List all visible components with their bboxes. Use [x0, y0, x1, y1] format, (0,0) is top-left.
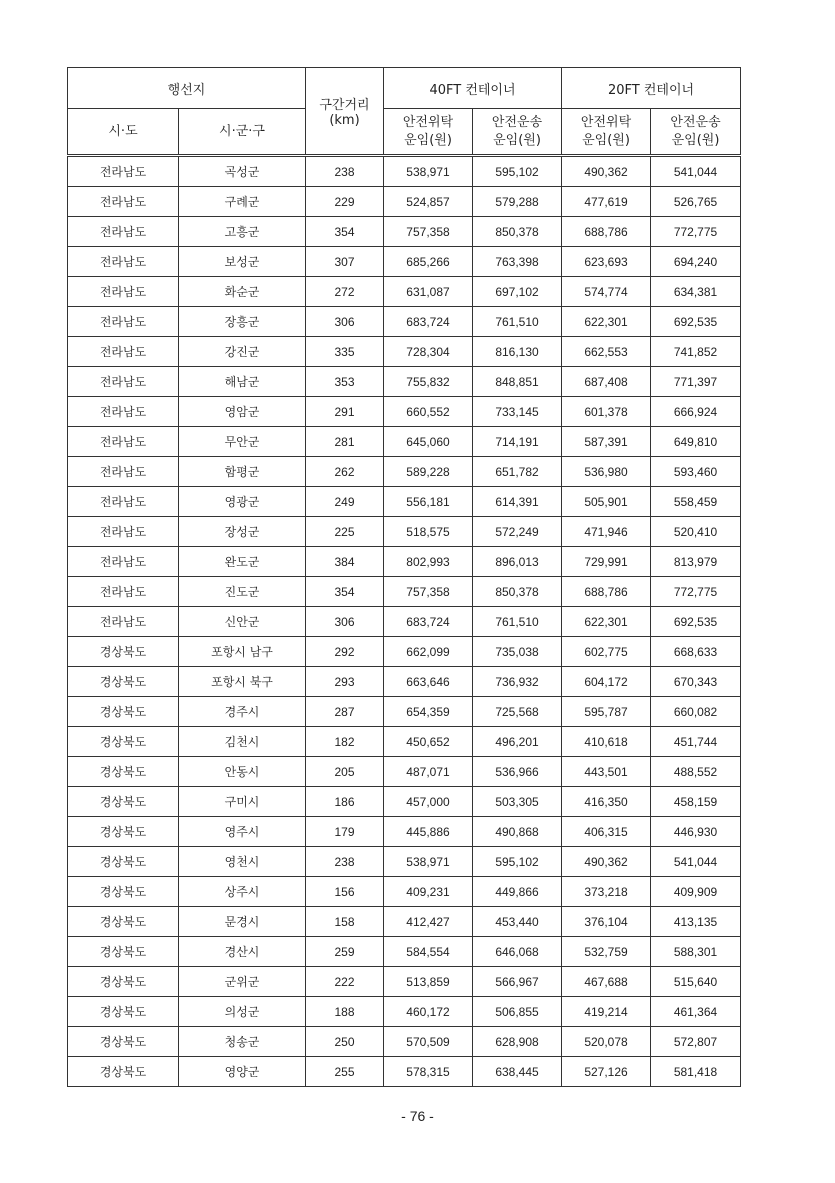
40ft-entrusted-cell: 538,971 [384, 847, 473, 877]
province-cell: 전라남도 [68, 577, 179, 607]
40ft-transport-cell: 725,568 [473, 697, 562, 727]
20ft-entrusted-cell: 688,786 [562, 217, 651, 247]
40ft-entrusted-header [384, 109, 473, 156]
20ft-transport-cell: 520,410 [651, 517, 741, 547]
40ft-entrusted-cell: 654,359 [384, 697, 473, 727]
20ft-transport-cell: 541,044 [651, 156, 741, 187]
province-cell: 전라남도 [68, 367, 179, 397]
table-row [68, 187, 741, 217]
table-row [68, 427, 741, 457]
distance-cell: 306 [306, 307, 384, 337]
province-cell: 전라남도 [68, 187, 179, 217]
province-cell: 전라남도 [68, 427, 179, 457]
40ft-transport-cell: 628,908 [473, 1027, 562, 1057]
table-row [68, 547, 741, 577]
20ft-transport-cell: 526,765 [651, 187, 741, 217]
city-cell: 문경시 [179, 907, 306, 937]
20ft-entrusted-cell: 443,501 [562, 757, 651, 787]
table-row [68, 247, 741, 277]
40ft-entrusted-cell: 538,971 [384, 156, 473, 187]
province-cell: 경상북도 [68, 847, 179, 877]
table-row [68, 397, 741, 427]
40ft-entrusted-cell: 445,886 [384, 817, 473, 847]
city-cell: 영암군 [179, 397, 306, 427]
40ft-transport-cell: 595,102 [473, 156, 562, 187]
distance-cell: 292 [306, 637, 384, 667]
city-cell: 군위군 [179, 967, 306, 997]
20ft-transport-cell: 446,930 [651, 817, 741, 847]
distance-cell: 250 [306, 1027, 384, 1057]
40ft-entrusted-cell: 570,509 [384, 1027, 473, 1057]
city-cell: 의성군 [179, 997, 306, 1027]
table-row [68, 637, 741, 667]
table-row [68, 877, 741, 907]
20ft-entrusted-cell: 376,104 [562, 907, 651, 937]
entrusted-unit: 운임(원) [404, 132, 452, 148]
province-cell: 경상북도 [68, 757, 179, 787]
40ft-transport-cell: 536,966 [473, 757, 562, 787]
20ft-entrusted-cell: 406,315 [562, 817, 651, 847]
40ft-entrusted-cell: 578,315 [384, 1057, 473, 1087]
40ft-entrusted-cell: 584,554 [384, 937, 473, 967]
province-cell: 경상북도 [68, 667, 179, 697]
city-cell: 보성군 [179, 247, 306, 277]
table-row [68, 907, 741, 937]
40ft-transport-cell: 646,068 [473, 937, 562, 967]
city-cell: 김천시 [179, 727, 306, 757]
40ft-transport-cell: 651,782 [473, 457, 562, 487]
entrusted-label: 안전위탁 [580, 114, 632, 130]
40ft-transport-cell: 733,145 [473, 397, 562, 427]
distance-cell: 354 [306, 217, 384, 247]
table-row [68, 577, 741, 607]
city-cell: 청송군 [179, 1027, 306, 1057]
40ft-transport-cell: 503,305 [473, 787, 562, 817]
province-cell: 경상북도 [68, 637, 179, 667]
40ft-entrusted-cell: 685,266 [384, 247, 473, 277]
table-header [68, 68, 741, 156]
city-cell: 포항시 남구 [179, 637, 306, 667]
20ft-entrusted-cell: 527,126 [562, 1057, 651, 1087]
20ft-entrusted-cell: 662,553 [562, 337, 651, 367]
20ft-transport-cell: 593,460 [651, 457, 741, 487]
city-cell: 경주시 [179, 697, 306, 727]
table-row [68, 307, 741, 337]
20ft-entrusted-cell: 532,759 [562, 937, 651, 967]
40ft-transport-cell: 579,288 [473, 187, 562, 217]
40ft-entrusted-cell: 487,071 [384, 757, 473, 787]
40ft-entrusted-cell: 556,181 [384, 487, 473, 517]
40ft-transport-cell: 896,013 [473, 547, 562, 577]
distance-cell: 287 [306, 697, 384, 727]
page-number: - 76 - [401, 1108, 434, 1124]
20ft-entrusted-cell: 373,218 [562, 877, 651, 907]
40ft-entrusted-cell: 645,060 [384, 427, 473, 457]
20ft-entrusted-cell: 623,693 [562, 247, 651, 277]
40ft-entrusted-cell: 460,172 [384, 997, 473, 1027]
20ft-transport-cell: 558,459 [651, 487, 741, 517]
city-cell: 포항시 북구 [179, 667, 306, 697]
table-row [68, 517, 741, 547]
province-cell: 경상북도 [68, 997, 179, 1027]
20ft-transport-cell: 670,343 [651, 667, 741, 697]
40ft-entrusted-cell: 409,231 [384, 877, 473, 907]
20ft-entrusted-cell: 490,362 [562, 156, 651, 187]
20ft-transport-cell: 413,135 [651, 907, 741, 937]
40ft-transport-cell: 449,866 [473, 877, 562, 907]
city-cell: 곡성군 [179, 156, 306, 187]
20ft-entrusted-cell: 520,078 [562, 1027, 651, 1057]
province-cell: 전라남도 [68, 607, 179, 637]
province-cell: 전라남도 [68, 247, 179, 277]
distance-cell: 225 [306, 517, 384, 547]
20ft-transport-cell: 692,535 [651, 307, 741, 337]
province-cell: 경상북도 [68, 907, 179, 937]
40ft-transport-cell: 714,191 [473, 427, 562, 457]
40ft-entrusted-cell: 663,646 [384, 667, 473, 697]
province-header: 시·도 [68, 109, 179, 156]
40ft-entrusted-cell: 518,575 [384, 517, 473, 547]
province-cell: 경상북도 [68, 727, 179, 757]
table-row [68, 937, 741, 967]
40ft-entrusted-cell: 662,099 [384, 637, 473, 667]
province-cell: 전라남도 [68, 307, 179, 337]
city-cell: 상주시 [179, 877, 306, 907]
table-row [68, 817, 741, 847]
distance-unit: (km) [329, 113, 360, 128]
province-cell: 전라남도 [68, 487, 179, 517]
20ft-transport-cell: 458,159 [651, 787, 741, 817]
city-cell: 경산시 [179, 937, 306, 967]
table-row [68, 337, 741, 367]
40ft-transport-cell: 453,440 [473, 907, 562, 937]
20ft-transport-cell: 588,301 [651, 937, 741, 967]
40ft-entrusted-cell: 457,000 [384, 787, 473, 817]
city-cell: 신안군 [179, 607, 306, 637]
city-cell: 화순군 [179, 277, 306, 307]
20ft-transport-cell: 666,924 [651, 397, 741, 427]
40ft-transport-cell: 572,249 [473, 517, 562, 547]
distance-header [306, 68, 384, 156]
container-20ft-header: 20FT 컨테이너 [562, 68, 741, 109]
province-cell: 전라남도 [68, 547, 179, 577]
20ft-transport-header [651, 109, 741, 156]
province-cell: 경상북도 [68, 787, 179, 817]
40ft-entrusted-cell: 412,427 [384, 907, 473, 937]
40ft-entrusted-cell: 802,993 [384, 547, 473, 577]
province-cell: 경상북도 [68, 697, 179, 727]
distance-cell: 384 [306, 547, 384, 577]
table-row [68, 607, 741, 637]
province-cell: 전라남도 [68, 397, 179, 427]
transport-unit: 운임(원) [493, 132, 541, 148]
40ft-entrusted-cell: 660,552 [384, 397, 473, 427]
table-row [68, 667, 741, 697]
20ft-transport-cell: 771,397 [651, 367, 741, 397]
city-cell: 안동시 [179, 757, 306, 787]
40ft-transport-cell: 761,510 [473, 607, 562, 637]
table-row [68, 367, 741, 397]
transport-label: 안전운송 [491, 114, 543, 130]
distance-cell: 205 [306, 757, 384, 787]
distance-cell: 238 [306, 156, 384, 187]
20ft-transport-cell: 692,535 [651, 607, 741, 637]
distance-cell: 186 [306, 787, 384, 817]
20ft-entrusted-cell: 574,774 [562, 277, 651, 307]
province-cell: 전라남도 [68, 156, 179, 187]
20ft-transport-cell: 772,775 [651, 217, 741, 247]
transport-label: 안전운송 [670, 114, 721, 130]
20ft-transport-cell: 649,810 [651, 427, 741, 457]
40ft-transport-header [473, 109, 562, 156]
40ft-transport-cell: 614,391 [473, 487, 562, 517]
40ft-entrusted-cell: 757,358 [384, 577, 473, 607]
20ft-entrusted-cell: 410,618 [562, 727, 651, 757]
40ft-transport-cell: 638,445 [473, 1057, 562, 1087]
province-cell: 전라남도 [68, 217, 179, 247]
20ft-transport-cell: 541,044 [651, 847, 741, 877]
20ft-transport-cell: 461,364 [651, 997, 741, 1027]
city-cell: 구례군 [179, 187, 306, 217]
distance-cell: 281 [306, 427, 384, 457]
province-cell: 경상북도 [68, 937, 179, 967]
distance-cell: 353 [306, 367, 384, 397]
province-cell: 전라남도 [68, 457, 179, 487]
table-row [68, 1057, 741, 1087]
distance-cell: 255 [306, 1057, 384, 1087]
city-cell: 강진군 [179, 337, 306, 367]
table-row [68, 1027, 741, 1057]
city-cell: 무안군 [179, 427, 306, 457]
table-row [68, 156, 741, 187]
20ft-transport-cell: 813,979 [651, 547, 741, 577]
40ft-entrusted-cell: 683,724 [384, 307, 473, 337]
20ft-entrusted-cell: 419,214 [562, 997, 651, 1027]
20ft-entrusted-cell: 595,787 [562, 697, 651, 727]
table-body [68, 156, 741, 1087]
40ft-transport-cell: 848,851 [473, 367, 562, 397]
entrusted-label: 안전위탁 [402, 114, 454, 130]
20ft-transport-cell: 572,807 [651, 1027, 741, 1057]
40ft-transport-cell: 850,378 [473, 577, 562, 607]
distance-cell: 335 [306, 337, 384, 367]
20ft-entrusted-cell: 601,378 [562, 397, 651, 427]
table-row [68, 757, 741, 787]
city-cell: 해남군 [179, 367, 306, 397]
40ft-transport-cell: 816,130 [473, 337, 562, 367]
40ft-entrusted-cell: 683,724 [384, 607, 473, 637]
40ft-transport-cell: 850,378 [473, 217, 562, 247]
distance-cell: 272 [306, 277, 384, 307]
20ft-transport-cell: 515,640 [651, 967, 741, 997]
destination-header: 행선지 [68, 68, 306, 109]
40ft-transport-cell: 490,868 [473, 817, 562, 847]
city-cell: 영주시 [179, 817, 306, 847]
20ft-entrusted-cell: 688,786 [562, 577, 651, 607]
20ft-entrusted-cell: 490,362 [562, 847, 651, 877]
20ft-transport-cell: 668,633 [651, 637, 741, 667]
40ft-entrusted-cell: 450,652 [384, 727, 473, 757]
20ft-entrusted-cell: 467,688 [562, 967, 651, 997]
40ft-entrusted-cell: 757,358 [384, 217, 473, 247]
20ft-entrusted-cell: 687,408 [562, 367, 651, 397]
40ft-entrusted-cell: 755,832 [384, 367, 473, 397]
distance-cell: 249 [306, 487, 384, 517]
table-row [68, 217, 741, 247]
20ft-transport-cell: 409,909 [651, 877, 741, 907]
20ft-entrusted-header [562, 109, 651, 156]
distance-cell: 306 [306, 607, 384, 637]
province-cell: 경상북도 [68, 1057, 179, 1087]
city-cell: 진도군 [179, 577, 306, 607]
province-cell: 경상북도 [68, 877, 179, 907]
40ft-transport-cell: 736,932 [473, 667, 562, 697]
40ft-transport-cell: 761,510 [473, 307, 562, 337]
40ft-entrusted-cell: 631,087 [384, 277, 473, 307]
table-row [68, 457, 741, 487]
40ft-entrusted-cell: 524,857 [384, 187, 473, 217]
freight-rate-table [67, 67, 741, 1087]
table-row [68, 967, 741, 997]
province-cell: 전라남도 [68, 517, 179, 547]
transport-unit: 운임(원) [671, 132, 720, 148]
40ft-transport-cell: 595,102 [473, 847, 562, 877]
city-header: 시·군·구 [179, 109, 306, 156]
20ft-entrusted-cell: 477,619 [562, 187, 651, 217]
40ft-transport-cell: 735,038 [473, 637, 562, 667]
city-cell: 구미시 [179, 787, 306, 817]
20ft-entrusted-cell: 536,980 [562, 457, 651, 487]
distance-cell: 259 [306, 937, 384, 967]
province-cell: 경상북도 [68, 1027, 179, 1057]
20ft-entrusted-cell: 416,350 [562, 787, 651, 817]
40ft-transport-cell: 506,855 [473, 997, 562, 1027]
distance-label: 구간거리 [319, 98, 370, 113]
city-cell: 영양군 [179, 1057, 306, 1087]
province-cell: 전라남도 [68, 277, 179, 307]
20ft-transport-cell: 451,744 [651, 727, 741, 757]
20ft-entrusted-cell: 622,301 [562, 307, 651, 337]
40ft-entrusted-cell: 513,859 [384, 967, 473, 997]
table-row [68, 727, 741, 757]
20ft-transport-cell: 660,082 [651, 697, 741, 727]
40ft-transport-cell: 697,102 [473, 277, 562, 307]
table-row [68, 277, 741, 307]
distance-cell: 179 [306, 817, 384, 847]
40ft-entrusted-cell: 589,228 [384, 457, 473, 487]
province-cell: 전라남도 [68, 337, 179, 367]
province-cell: 경상북도 [68, 817, 179, 847]
20ft-transport-cell: 581,418 [651, 1057, 741, 1087]
table-row [68, 847, 741, 877]
table-row [68, 697, 741, 727]
20ft-transport-cell: 772,775 [651, 577, 741, 607]
distance-cell: 222 [306, 967, 384, 997]
20ft-entrusted-cell: 604,172 [562, 667, 651, 697]
city-cell: 영천시 [179, 847, 306, 877]
distance-cell: 307 [306, 247, 384, 277]
city-cell: 고흥군 [179, 217, 306, 247]
20ft-entrusted-cell: 587,391 [562, 427, 651, 457]
40ft-transport-cell: 763,398 [473, 247, 562, 277]
20ft-entrusted-cell: 622,301 [562, 607, 651, 637]
distance-cell: 158 [306, 907, 384, 937]
20ft-transport-cell: 741,852 [651, 337, 741, 367]
city-cell: 영광군 [179, 487, 306, 517]
20ft-transport-cell: 694,240 [651, 247, 741, 277]
distance-cell: 354 [306, 577, 384, 607]
city-cell: 장흥군 [179, 307, 306, 337]
distance-cell: 188 [306, 997, 384, 1027]
distance-cell: 293 [306, 667, 384, 697]
table-row [68, 997, 741, 1027]
40ft-transport-cell: 566,967 [473, 967, 562, 997]
20ft-transport-cell: 488,552 [651, 757, 741, 787]
distance-cell: 262 [306, 457, 384, 487]
province-cell: 경상북도 [68, 967, 179, 997]
city-cell: 함평군 [179, 457, 306, 487]
distance-cell: 156 [306, 877, 384, 907]
distance-cell: 291 [306, 397, 384, 427]
40ft-entrusted-cell: 728,304 [384, 337, 473, 367]
table-row [68, 487, 741, 517]
city-cell: 장성군 [179, 517, 306, 547]
20ft-transport-cell: 634,381 [651, 277, 741, 307]
city-cell: 완도군 [179, 547, 306, 577]
distance-cell: 229 [306, 187, 384, 217]
20ft-entrusted-cell: 602,775 [562, 637, 651, 667]
20ft-entrusted-cell: 505,901 [562, 487, 651, 517]
container-40ft-header: 40FT 컨테이너 [384, 68, 562, 109]
entrusted-unit: 운임(원) [582, 132, 630, 148]
distance-cell: 182 [306, 727, 384, 757]
distance-cell: 238 [306, 847, 384, 877]
table-row [68, 787, 741, 817]
20ft-entrusted-cell: 471,946 [562, 517, 651, 547]
20ft-entrusted-cell: 729,991 [562, 547, 651, 577]
40ft-transport-cell: 496,201 [473, 727, 562, 757]
